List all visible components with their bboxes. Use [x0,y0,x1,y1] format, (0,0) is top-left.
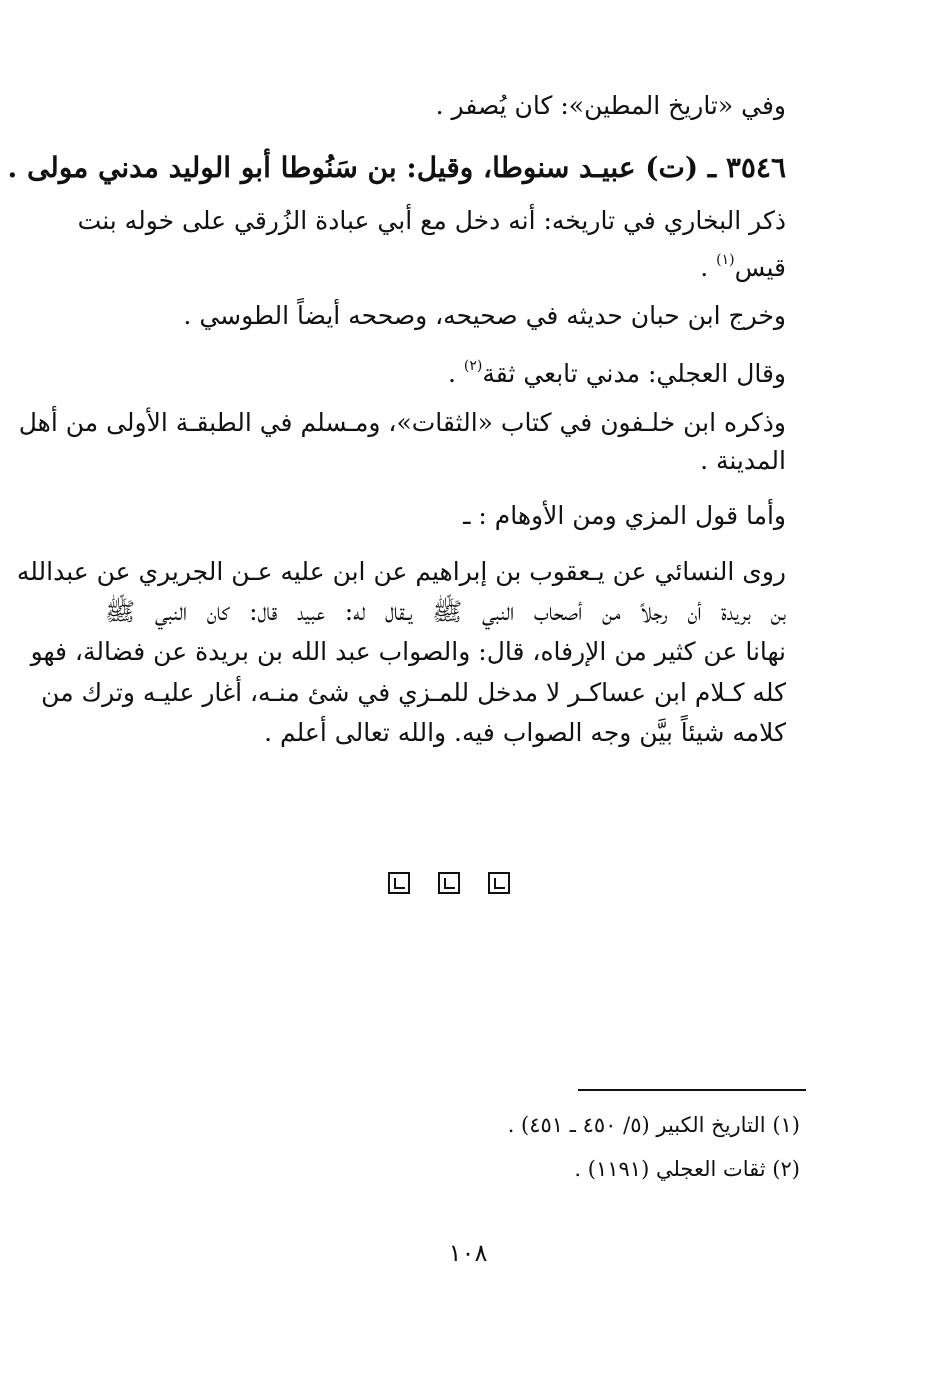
paragraph-line: روى النسائي عن يـعقوب بن إبراهيم عن ابن عليه عـن الجريري عن عبدالله [16,557,786,586]
paragraph-line: وذكره ابن خلـفون في كتاب «الثقات»، ومـسلم في الطبقـة الأولى من أهل [18,408,786,437]
paragraph-text: . [447,359,464,388]
footnote: (١) التاريخ الكبير (٥/ ٤٥٠ ـ ٤٥١) . [507,1113,800,1137]
paragraph-line: بن بريدة أن رجلاً من أصحاب النبي ﷺ يـقال له: عبيد قال: كان النبي ﷺ [105,597,786,626]
paragraph-line: وفي «تاريخ المطين»: كان يُصفر . [435,91,786,120]
footnote-ref: (٢) [463,358,483,374]
footnote-ref: (١) [716,252,735,268]
square-ornament-icon [488,872,510,894]
footnote: (٢) ثقات العجلي (١١٩١) . [574,1157,800,1181]
paragraph-line: المدينة . [700,446,786,475]
square-ornament-icon [388,872,410,894]
paragraph-line: وأما قول المزي ومن الأوهام : ـ [463,501,786,530]
paragraph-text: قيس [734,253,786,282]
paragraph-line: وخرج ابن حبان حديثه في صحيحه، وصححه أيضاً الطوسي . [183,301,786,330]
paragraph-text: وقال العجلي: مدني تابعي ثقة [482,359,786,388]
paragraph-line [448,346,786,394]
paragraph-line: ذكر البخاري في تاريخه: أنه دخل مع أبي عبادة الزُرقي على خوله بنت [77,206,786,235]
page-number: ١٠٨ [448,1239,488,1267]
square-ornament-icon [438,872,460,894]
paragraph-line: نهانا عن كثير من الإرفاه، قال: والصواب عبد الله بن بريدة عن فضالة، فهو [30,637,786,666]
paragraph-line: كله كـلام ابن عساكـر لا مدخل للمـزي في شئ منـه، أغار عليـه وترك من [41,678,786,707]
footnote-divider [578,1089,806,1091]
section-ornament [388,872,510,894]
paragraph-text: . [700,253,717,282]
paragraph-line [700,240,786,288]
paragraph-line: كلامه شيئاً بيَّن وجه الصواب فيه. والله تعالى أعلم . [264,718,786,747]
entry-heading: ٣٥٤٦ ـ (ت) عبيـد سنوطا، وقيل: بن سَنُوطا أبو الوليد مدني مولى . [7,151,786,184]
